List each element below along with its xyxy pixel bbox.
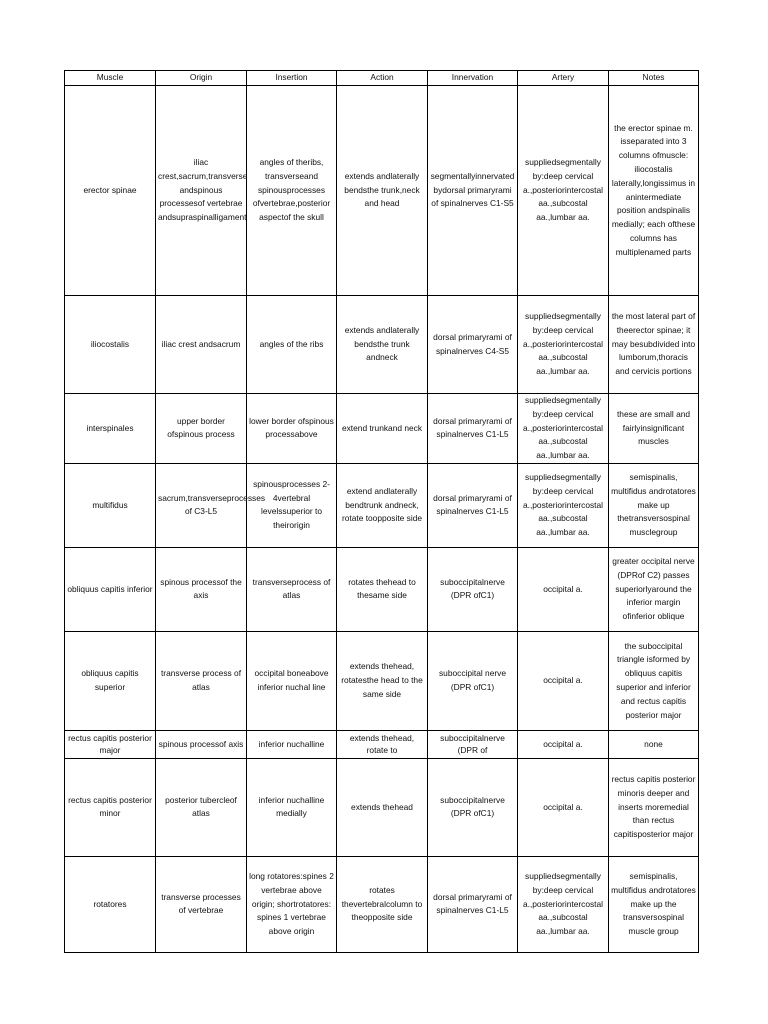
cell-notes: none	[609, 730, 699, 758]
cell-muscle: rotatores	[65, 856, 156, 952]
cell-action: rotates thevertebralcolumn to theopposite side	[337, 856, 428, 952]
cell-action: extends thehead, rotatesthe head to the same side	[337, 631, 428, 730]
cell-notes: the suboccipital triangle isformed by obliquus capitis superior and inferior and rectus capitis posterior major	[609, 631, 699, 730]
cell-muscle: obliquus capitis inferior	[65, 547, 156, 631]
cell-action: extend trunkand neck	[337, 394, 428, 464]
table-row	[65, 547, 699, 631]
cell-muscle: interspinales	[65, 394, 156, 464]
header-insertion: Insertion	[247, 71, 337, 86]
cell-insertion: spinousprocesses 2-4vertebral levelssuperior to theirorigin	[247, 463, 337, 547]
table-row	[65, 296, 699, 394]
cell-action: extend andlaterally bendtrunk andneck, rotate toopposite side	[337, 463, 428, 547]
cell-muscle: rectus capitis posterior minor	[65, 758, 156, 856]
cell-insertion: angles of the ribs	[247, 296, 337, 394]
cell-notes: these are small and fairlyinsignificant muscles	[609, 394, 699, 464]
cell-action: extends thehead, rotate to	[337, 730, 428, 758]
cell-artery: suppliedsegmentally by:deep cervical a.,posteriorintercostal aa.,subcostal aa.,lumbar aa.	[518, 296, 609, 394]
cell-innervation: suboccipitalnerve (DPR of	[428, 730, 518, 758]
cell-notes: the erector spinae m. isseparated into 3 columns ofmuscle: iliocostalis laterally,longissimus in anintermediate position andspinalis medially; each ofthese columns has multiplenamed parts	[609, 86, 699, 296]
table-row	[65, 758, 699, 856]
cell-insertion: lower border ofspinous processabove	[247, 394, 337, 464]
cell-artery: occipital a.	[518, 758, 609, 856]
cell-muscle: erector spinae	[65, 86, 156, 296]
cell-insertion: long rotatores:spines 2 vertebrae above origin; shortrotatores: spines 1 vertebrae above origin	[247, 856, 337, 952]
cell-origin: upper border ofspinous process	[156, 394, 247, 464]
cell-artery: suppliedsegmentally by:deep cervical a.,posteriorintercostal aa.,subcostal aa.,lumbar aa.	[518, 856, 609, 952]
cell-artery: occipital a.	[518, 631, 609, 730]
cell-innervation: segmentallyinnervated bydorsal primaryrami of spinalnerves C1-S5	[428, 86, 518, 296]
cell-innervation: dorsal primaryrami of spinalnerves C1-L5	[428, 394, 518, 464]
cell-muscle: obliquus capitis superior	[65, 631, 156, 730]
cell-origin: iliac crest andsacrum	[156, 296, 247, 394]
header-origin: Origin	[156, 71, 247, 86]
cell-artery: suppliedsegmentally by:deep cervical a.,posteriorintercostal aa.,subcostal aa.,lumbar aa.	[518, 463, 609, 547]
table-row	[65, 463, 699, 547]
cell-innervation: dorsal primaryrami of spinalnerves C1-L5	[428, 856, 518, 952]
table-row	[65, 730, 699, 758]
cell-artery: occipital a.	[518, 547, 609, 631]
cell-notes: semispinalis, multifidus androtatores make up the transversospinal muscle group	[609, 856, 699, 952]
cell-muscle: multifidus	[65, 463, 156, 547]
cell-artery: occipital a.	[518, 730, 609, 758]
cell-origin: transverse processes of vertebrae	[156, 856, 247, 952]
table-row	[65, 631, 699, 730]
cell-notes: rectus capitis posterior minoris deeper and inserts moremedial than rectus capitisposterior major	[609, 758, 699, 856]
table-row	[65, 394, 699, 464]
header-notes: Notes	[609, 71, 699, 86]
cell-origin: spinous processof axis	[156, 730, 247, 758]
cell-insertion: inferior nuchalline	[247, 730, 337, 758]
header-action: Action	[337, 71, 428, 86]
cell-artery: suppliedsegmentally by:deep cervical a.,posteriorintercostal aa.,subcostal aa.,lumbar aa.	[518, 394, 609, 464]
header-artery: Artery	[518, 71, 609, 86]
cell-artery: suppliedsegmentally by:deep cervical a.,posteriorintercostal aa.,subcostal aa.,lumbar aa.	[518, 86, 609, 296]
cell-innervation: suboccipitalnerve (DPR ofC1)	[428, 547, 518, 631]
cell-action: extends andlaterally bendsthe trunk andneck	[337, 296, 428, 394]
cell-innervation: suboccipital nerve (DPR ofC1)	[428, 631, 518, 730]
cell-muscle: rectus capitis posterior major	[65, 730, 156, 758]
cell-action: extends andlaterally bendsthe trunk,neck and head	[337, 86, 428, 296]
header-row	[65, 71, 699, 86]
cell-origin: transverse process of atlas	[156, 631, 247, 730]
cell-action: rotates thehead to thesame side	[337, 547, 428, 631]
cell-origin: sacrum,transverseprocesses of C3-L5	[156, 463, 247, 547]
muscle-table	[64, 70, 699, 953]
cell-notes: the most lateral part of theerector spinae; it may besubdivided into lumborum,thoracis and cervicis portions	[609, 296, 699, 394]
cell-notes: greater occipital nerve (DPRof C2) passes superiorlyaround the inferior margin ofinferior oblique	[609, 547, 699, 631]
header-innervation: Innervation	[428, 71, 518, 86]
table-row	[65, 856, 699, 952]
cell-notes: semispinalis, multifidus androtatores make up thetransversospinal musclegroup	[609, 463, 699, 547]
cell-innervation: suboccipitalnerve (DPR ofC1)	[428, 758, 518, 856]
table-body	[65, 86, 699, 953]
cell-insertion: occipital boneabove inferior nuchal line	[247, 631, 337, 730]
header-muscle: Muscle	[65, 71, 156, 86]
cell-action: extends thehead	[337, 758, 428, 856]
cell-origin: posterior tubercleof atlas	[156, 758, 247, 856]
cell-muscle: iliocostalis	[65, 296, 156, 394]
cell-insertion: inferior nuchalline medially	[247, 758, 337, 856]
cell-origin: spinous processof the axis	[156, 547, 247, 631]
cell-origin: iliac crest,sacrum,transverse andspinous processesof vertebrae andsupraspinalligament	[156, 86, 247, 296]
cell-insertion: transverseprocess of atlas	[247, 547, 337, 631]
table-row	[65, 86, 699, 296]
cell-innervation: dorsal primaryrami of spinalnerves C1-L5	[428, 463, 518, 547]
cell-insertion: angles of theribs, transverseand spinousprocesses ofvertebrae,posterior aspectof the skull	[247, 86, 337, 296]
cell-innervation: dorsal primaryrami of spinalnerves C4-S5	[428, 296, 518, 394]
